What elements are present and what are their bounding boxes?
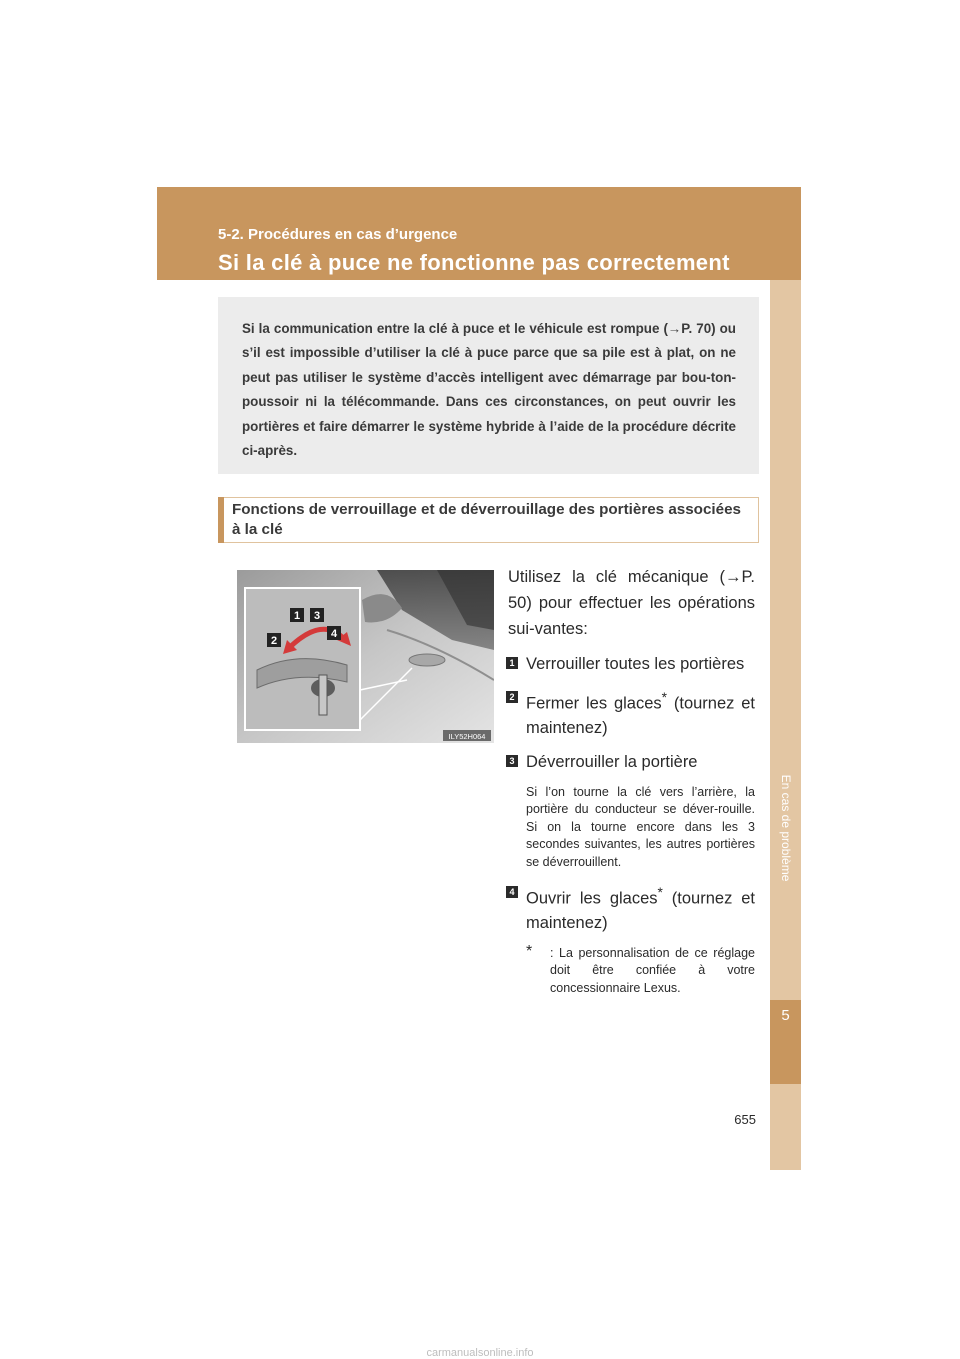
item-marker: 3	[506, 755, 518, 767]
footnote-text: : La personnalisation de ce réglage doit être confiée à votre concessionnaire Lexus.	[550, 945, 755, 995]
intro-text: Si la communication entre la clé à puce et le véhicule est rompue (→P. 70) ou s’il est impossible d’utiliser la clé à puce parce que sa pile est à plat, on ne peut pas utiliser le système d’accès intelligent avec démarrage par bou-ton-poussoir ni la télécommande. Dans ces circonstances, on peut ouvrir les portières et faire démarrer le système hybride à l’aide de la procédure décrite ci-après.	[242, 321, 736, 459]
item-star: *	[661, 690, 668, 705]
function-heading-box	[218, 497, 759, 543]
item-star: *	[657, 885, 663, 900]
section-label: 5-2. Procédures en cas d’urgence	[218, 226, 458, 243]
label-3: 3	[313, 610, 321, 622]
item-text-suffix: (tournez et maintenez)	[526, 889, 755, 932]
instructions	[508, 564, 755, 997]
label-1: 1	[293, 610, 301, 622]
label-2: 2	[270, 635, 278, 647]
footnote	[508, 942, 755, 998]
lead-text: Utilisez la clé mécanique (→P. 50) pour effectuer les opérations sui-vantes:	[508, 568, 755, 638]
chapter-title: En cas de problème	[779, 774, 793, 882]
item-marker: 2	[506, 691, 518, 703]
item-text: Fermer les glaces	[526, 694, 662, 713]
function-heading-bar	[218, 497, 224, 543]
function-heading: Fonctions de verrouillage et de déverrouillage des portières associées à la clé	[232, 501, 741, 538]
item-marker: 1	[506, 657, 518, 669]
item-marker: 4	[506, 886, 518, 898]
list-item	[508, 652, 755, 676]
door-handle-illustration	[237, 570, 494, 743]
list-item	[508, 750, 755, 774]
list-item	[508, 686, 755, 740]
page-number: 655	[734, 1112, 756, 1127]
item-text: Verrouiller toutes les portières	[526, 655, 745, 673]
car-door-handle	[409, 654, 445, 666]
illustration-code: ILY52H064	[448, 732, 486, 741]
watermark: carmanualsonline.info	[426, 1347, 534, 1359]
item-text-suffix: (tournez et maintenez)	[526, 694, 755, 737]
item-note: Si l’on tourne la clé vers l’arrière, la portière du conducteur se déver-rouille. Si on la tourne encore dans les 3 secondes suivantes, les autres portières se déverrouillent.	[526, 784, 755, 869]
inset-key	[319, 675, 327, 715]
list-item	[508, 881, 755, 935]
page-title: Si la clé à puce ne fonctionne pas correctement	[218, 250, 730, 275]
footnote-star: *	[526, 942, 533, 960]
intro-box	[218, 297, 759, 474]
label-4: 4	[330, 628, 338, 640]
item-text: Ouvrir les glaces	[526, 889, 658, 908]
item-text: Déverrouiller la portière	[526, 752, 698, 771]
chapter-number: 5	[781, 1007, 790, 1024]
